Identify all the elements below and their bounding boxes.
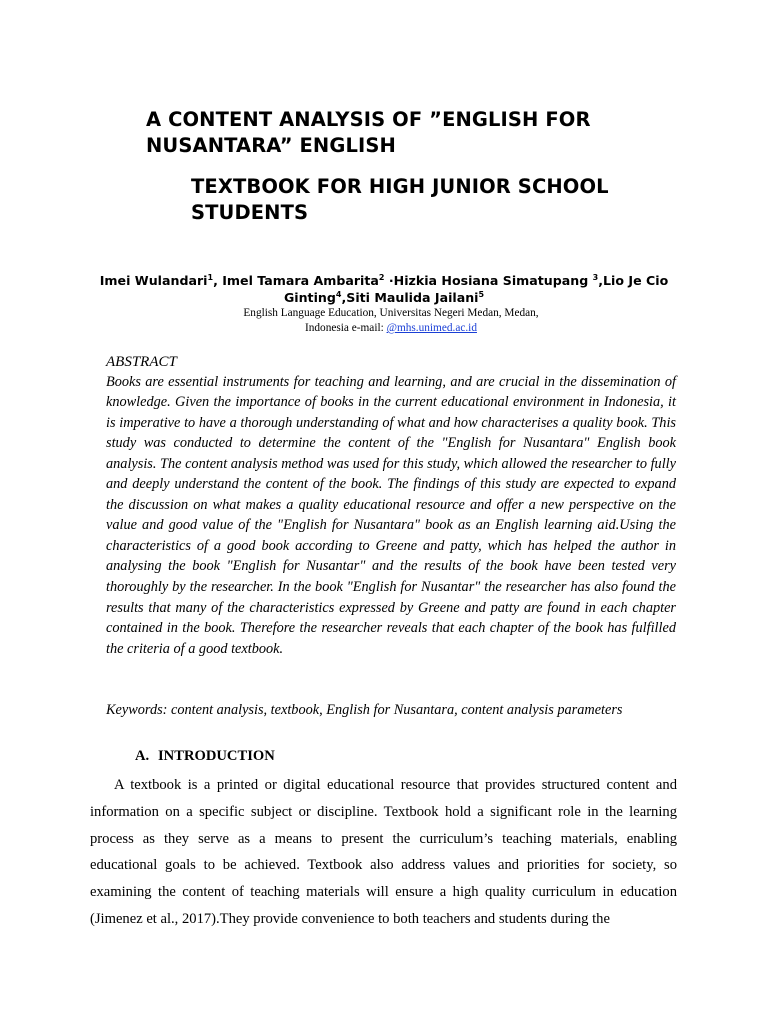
- paper-title-line2: TEXTBOOK FOR HIGH JUNIOR SCHOOL STUDENTS: [191, 175, 609, 224]
- author-separator: ,: [341, 290, 347, 305]
- author-name: Imel Tamara Ambarita: [222, 273, 379, 288]
- section-heading: [135, 746, 275, 766]
- author-affiliation-mark: 4: [335, 290, 342, 299]
- author-separator: ·: [384, 273, 394, 288]
- author-list: [92, 272, 676, 306]
- introduction-paragraph: A textbook is a printed or digital educational resource that provides structured content and information on a specific subject or discipline. Textbook hold a significant role in the learning process as they serve as a means to present the curriculum’s teaching materials, enabling educational goals to be achieved. Textbook also address values and priorities for society, so examining the content of teaching materials will ensure a high quality curriculum in education (Jimenez et al., 2017).They provide convenience to both teachers and students during the: [90, 777, 677, 927]
- keywords: Keywords: content analysis, textbook, English for Nusantara, content analysis parameters: [106, 702, 623, 718]
- author-name: Imei Wulandari: [99, 273, 208, 288]
- section-number: A.: [135, 748, 150, 764]
- abstract-heading: ABSTRACT: [106, 354, 177, 370]
- affiliation: [92, 306, 690, 336]
- author-name: Siti Maulida Jailani: [346, 290, 479, 305]
- section-title: INTRODUCTION: [158, 748, 275, 764]
- author-affiliation-mark: 1: [207, 273, 214, 282]
- author-name: Hizkia Hosiana Simatupang: [393, 273, 593, 288]
- author-affiliation-mark: 2: [378, 273, 385, 282]
- author-separator: ,: [213, 273, 223, 288]
- author-separator: ,: [598, 273, 604, 288]
- author-affiliation-mark: 5: [478, 290, 485, 299]
- email-link[interactable]: @mhs.unimed.ac.id: [386, 322, 477, 334]
- author-affiliation-mark: 3: [592, 273, 599, 282]
- paper-title-line1: A CONTENT ANALYSIS OF ”ENGLISH FOR NUSANTARA” ENGLISH: [146, 108, 591, 157]
- affiliation-line1: English Language Education, Universitas Negeri Medan, Medan,: [243, 307, 539, 319]
- author-name: Lio Je Cio Ginting: [283, 273, 669, 305]
- abstract-text: Books are essential instruments for teaching and learning, and are crucial in the dissemination of knowledge. Given the importance of books in the current educational environment in Indonesia, it is imperative to have a thorough understanding of what and how characterises a quality book. This study was conducted to determine the content of the "English for Nusantara" English book analysis. The content analysis method was used for this study, which allowed the researcher to fully and deeply understand the content of the book. The findings of this study are expected to expand the discussion on what makes a quality educational resource and offer a new perspective on the value and good value of the "English for Nusantara" book as an English learning aid.Using the characteristics of a good book according to Greene and patty, which has helped the author in analysing the book "English for Nusantar" and the results of the book have been tested very thoroughly by the researcher. In the book "English for Nusantar" the researcher has also found the results that many of the characteristics expressed by Greene and patty are found in each chapter contained in the book. Therefore the researcher reveals that each chapter of the book has fulfilled the criteria of a good textbook.: [106, 373, 676, 657]
- affiliation-line2: Indonesia e-mail:: [305, 322, 387, 334]
